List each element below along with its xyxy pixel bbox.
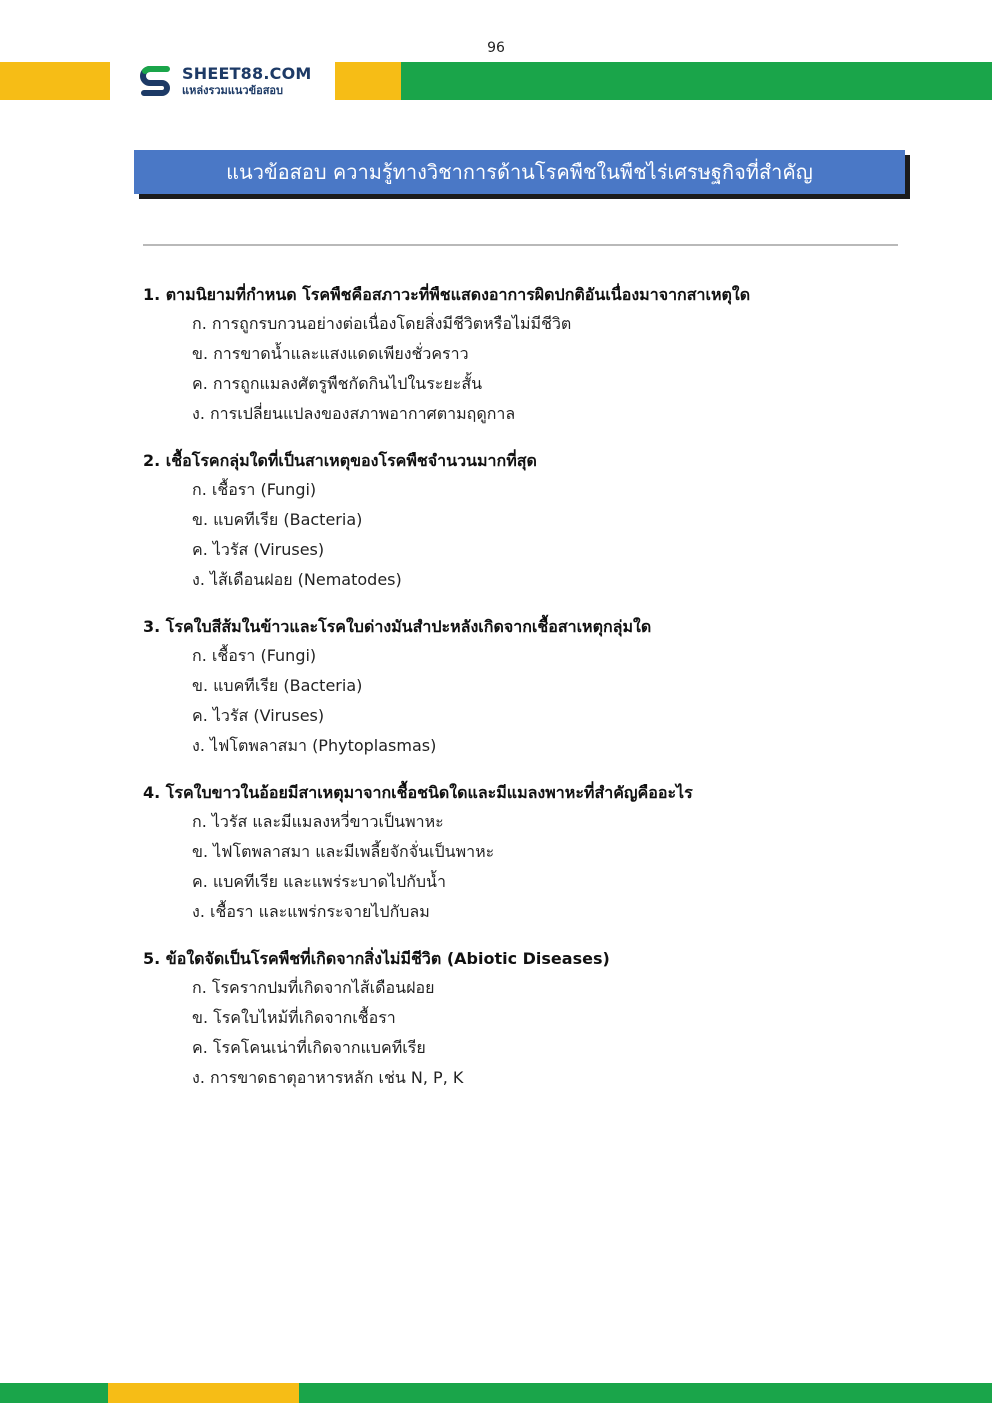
header-band-yellow-left: [0, 62, 110, 100]
question-2: [143, 447, 903, 595]
site-logo: [136, 60, 336, 102]
question-text: 4. โรคใบขาวในอ้อยมีสาเหตุมาจากเชื้อชนิดใดและมีแมลงพาหะที่สำคัญคืออะไร: [143, 783, 693, 802]
question-list: [143, 281, 903, 1111]
choice-c: ค. ไวรัส (Viruses): [192, 706, 325, 725]
choice-a: ก. การถูกรบกวนอย่างต่อเนื่องโดยสิ่งมีชีวิตหรือไม่มีชีวิต: [192, 314, 572, 333]
divider: [143, 244, 898, 246]
question-1: [143, 281, 903, 429]
choice-b: ข. ไฟโตพลาสมา และมีเพลี้ยจักจั่นเป็นพาหะ: [192, 842, 495, 861]
logo-subtitle: แหล่งรวมแนวข้อสอบ: [182, 84, 284, 97]
choice-b: ข. การขาดน้ำและแสงแดดเพียงชั่วคราว: [192, 344, 469, 363]
choice-c: ค. การถูกแมลงศัตรูพืชกัดกินไปในระยะสั้น: [192, 374, 483, 393]
footer-band-green-left: [0, 1383, 108, 1403]
logo-title: SHEET88.COM: [182, 64, 312, 83]
choice-c: ค. โรคโคนเน่าที่เกิดจากแบคทีเรีย: [192, 1038, 426, 1057]
header-band-yellow-mid: [335, 62, 401, 100]
choice-d: ง. เชื้อรา และแพร่กระจายไปกับลม: [192, 902, 430, 921]
choice-d: ง. ไส้เดือนฝอย (Nematodes): [192, 570, 402, 589]
choice-b: ข. แบคทีเรีย (Bacteria): [192, 510, 363, 529]
question-text: 3. โรคใบสีส้มในข้าวและโรคใบด่างมันสำปะหลังเกิดจากเชื้อสาเหตุกลุ่มใด: [143, 617, 652, 636]
choice-c: ค. แบคทีเรีย และแพร่ระบาดไปกับน้ำ: [192, 872, 446, 891]
question-3: [143, 613, 903, 761]
footer-band-yellow: [108, 1383, 299, 1403]
choice-d: ง. การขาดธาตุอาหารหลัก เช่น N, P, K: [192, 1068, 464, 1087]
question-text: 2. เชื้อโรคกลุ่มใดที่เป็นสาเหตุของโรคพืชจำนวนมากที่สุด: [143, 451, 537, 470]
question-5: [143, 945, 903, 1093]
choice-a: ก. โรครากปมที่เกิดจากไส้เดือนฝอย: [192, 978, 435, 997]
choice-b: ข. แบคทีเรีย (Bacteria): [192, 676, 363, 695]
page-title-banner: [134, 150, 905, 194]
choice-b: ข. โรคใบไหม้ที่เกิดจากเชื้อรา: [192, 1008, 396, 1027]
page-title: แนวข้อสอบ ความรู้ทางวิชาการด้านโรคพืชในพืชไร่เศรษฐกิจที่สำคัญ: [226, 160, 813, 184]
question-text: 5. ข้อใดจัดเป็นโรคพืชที่เกิดจากสิ่งไม่มีชีวิต (Abiotic Diseases): [143, 949, 610, 968]
header-band-green: [401, 62, 992, 100]
footer-band-green: [299, 1383, 992, 1403]
choice-d: ง. ไฟโตพลาสมา (Phytoplasmas): [192, 736, 437, 755]
choice-a: ก. ไวรัส และมีแมลงหวี่ขาวเป็นพาหะ: [192, 812, 444, 831]
page-number: 96: [487, 40, 505, 56]
question-text: 1. ตามนิยามที่กำหนด โรคพืชคือสภาวะที่พืชแสดงอาการผิดปกติอันเนื่องมาจากสาเหตุใด: [143, 285, 751, 304]
choice-a: ก. เชื้อรา (Fungi): [192, 646, 317, 665]
question-4: [143, 779, 903, 927]
logo-s-icon: [136, 61, 176, 101]
choice-d: ง. การเปลี่ยนแปลงของสภาพอากาศตามฤดูกาล: [192, 404, 516, 423]
choice-a: ก. เชื้อรา (Fungi): [192, 480, 317, 499]
choice-c: ค. ไวรัส (Viruses): [192, 540, 325, 559]
